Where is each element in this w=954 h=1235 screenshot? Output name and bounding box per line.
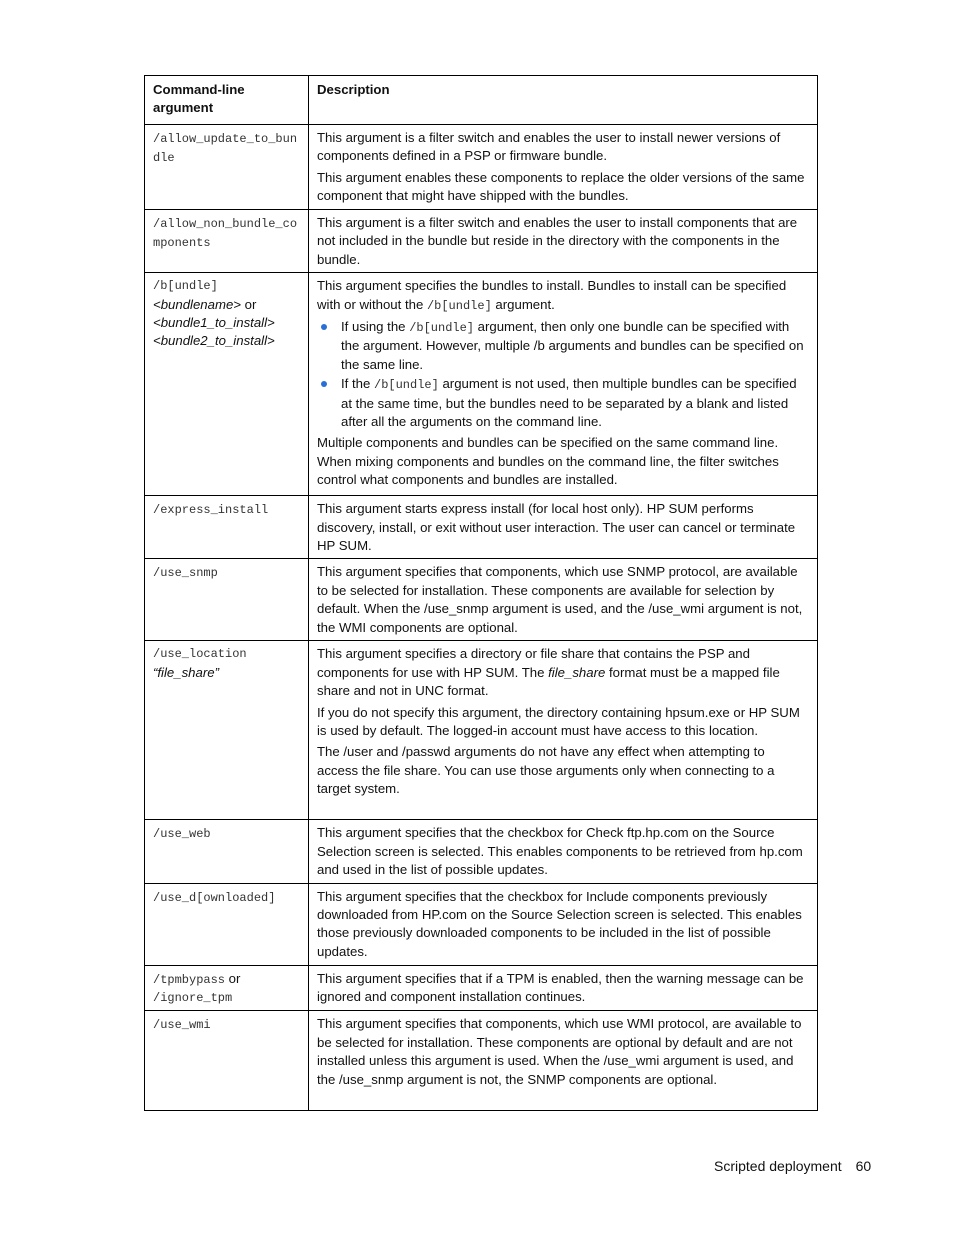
bullet-item [341, 318, 809, 374]
table-row [145, 965, 818, 1011]
description-cell [309, 1011, 818, 1111]
table-row [145, 641, 818, 820]
description-cell [309, 883, 818, 965]
description-cell [309, 820, 818, 883]
text-run: If the [341, 376, 374, 392]
text-run: argument is not used, then multiple bundles can be specified at the same time, but the bundles need to be separated by a blank and listed after all the arguments on the command line. [341, 376, 797, 430]
table-row [145, 125, 818, 210]
description-text: The /user and /passwd arguments do not have any effect when attempting to access the file share. You can use those arguments only when connecting to a target system. [317, 744, 775, 797]
description-cell [309, 496, 818, 559]
text-run: This argument specifies the bundles to install. Bundles to install can be specified with or without the [317, 278, 787, 312]
argument-cell [145, 641, 309, 820]
text-run: This argument specifies a directory or file share that contains the PSP and components for use with HP SUM. The [317, 646, 750, 680]
text-run: If using the [341, 319, 410, 335]
argument-name: /use_snmp [153, 566, 218, 581]
description-text: Multiple components and bundles can be specified on the same command line. When mixing components and bundles on the command line, the filter switches control what components and bundles are installed. [317, 435, 779, 488]
argument-name: /use_web [153, 827, 211, 842]
description-cell [309, 210, 818, 273]
description-cell [309, 641, 818, 820]
argument-cell [145, 273, 309, 496]
argument-name: /allow_non_bundle_components [153, 217, 298, 251]
description-cell [309, 965, 818, 1011]
table-row [145, 883, 818, 965]
argument-cell [145, 820, 309, 883]
arguments-table [144, 75, 818, 1111]
header-description: Description [309, 76, 818, 125]
page-number: 60 [855, 1158, 872, 1174]
description-text [317, 277, 809, 315]
argument-name: /use_d[ownloaded] [153, 890, 276, 905]
argument-connector: or [241, 296, 257, 312]
inline-code: /b[undle] [374, 378, 439, 393]
description-text: This argument is a filter switch and enables the user to install components that are not included in the bundle but reside in the directory with the components in the bundle. [317, 215, 798, 267]
argument-name: /use_location [153, 647, 247, 662]
argument-placeholder: <bundle2_to_install> [153, 333, 275, 349]
table-row [145, 559, 818, 641]
table-header-row [145, 76, 818, 125]
description-text: This argument enables these components to replace the older versions of the same component that might have shipped with the bundles. [317, 169, 805, 204]
table-row [145, 210, 818, 273]
bullet-item [341, 375, 809, 431]
header-argument: Command-line argument [145, 76, 309, 125]
argument-name: /express_install [153, 503, 269, 518]
text-run-italic: file_share [548, 664, 606, 680]
description-cell [309, 125, 818, 210]
description-cell [309, 273, 818, 496]
table-row [145, 273, 818, 496]
description-text: This argument specifies that if a TPM is enabled, then the warning message can be ignored and component installation continues. [317, 970, 804, 1005]
description-text: This argument specifies that components, which use WMI protocol, are available to be selected for installation. These components are optional by default and are not installed unless this argument is used. When the /use_wmi argument is used, and the /use_snmp argument is not, the SNMP components are optional. [317, 1016, 802, 1087]
argument-name: /tpmbypass [153, 972, 226, 987]
text-run: format must be a mapped file share and not in UNC format. [317, 664, 780, 699]
argument-connector: or [225, 970, 241, 986]
page-footer [714, 1158, 871, 1174]
table-row [145, 496, 818, 559]
text-run: argument. [491, 296, 555, 312]
argument-cell [145, 883, 309, 965]
description-text: This argument specifies that the checkbox for Include components previously downloaded from HP.com on the Source Selection screen is selected. This enables those previously downloaded components to be included in the list of possible updates. [317, 888, 802, 959]
description-text: This argument specifies that the checkbox for Check ftp.hp.com on the Source Selection screen is selected. This enables components to be retrieved from hp.com and used in the list of possible updates. [317, 825, 803, 878]
description-text: If you do not specify this argument, the directory containing hpsum.exe or HP SUM is used by default. The logged-in account must have access to this location. [317, 704, 800, 739]
argument-placeholder: <bundle1_to_install> [153, 315, 275, 331]
description-text: This argument starts express install (for local host only). HP SUM performs discovery, install, or exit without user interaction. The user can cancel or terminate HP SUM. [317, 501, 796, 554]
footer-section-title: Scripted deployment [714, 1158, 842, 1174]
argument-cell [145, 965, 309, 1011]
argument-placeholder: “file_share” [153, 664, 219, 680]
argument-placeholder: <bundlename> [153, 296, 241, 312]
argument-name: /b[undle] [153, 279, 218, 294]
argument-name: /use_wmi [153, 1018, 211, 1033]
argument-cell [145, 210, 309, 273]
description-text: This argument is a filter switch and enables the user to install newer versions of components defined in a PSP or firmware bundle. [317, 130, 781, 164]
argument-cell [145, 1011, 309, 1111]
inline-code: /b[undle] [409, 321, 474, 336]
argument-name: /allow_update_to_bundle [153, 132, 298, 166]
description-cell [309, 559, 818, 641]
argument-cell [145, 125, 309, 210]
argument-name: /ignore_tpm [153, 991, 233, 1006]
description-text: This argument specifies that components, which use SNMP protocol, are available to be selected for installation. These components are available for selection by default. When the /use_snmp argument is used, and the /use_wmi argument is not, the WMI components are optional. [317, 564, 803, 635]
inline-code: /b[undle] [426, 298, 492, 313]
argument-cell [145, 496, 309, 559]
table-row [145, 820, 818, 883]
table-row [145, 1011, 818, 1111]
argument-cell [145, 559, 309, 641]
bullet-list [317, 318, 809, 431]
description-text [317, 645, 809, 700]
text-run: argument, then only one bundle can be specified with the argument. However, multiple /b arguments and bundles can be specified on the same line. [341, 319, 804, 372]
